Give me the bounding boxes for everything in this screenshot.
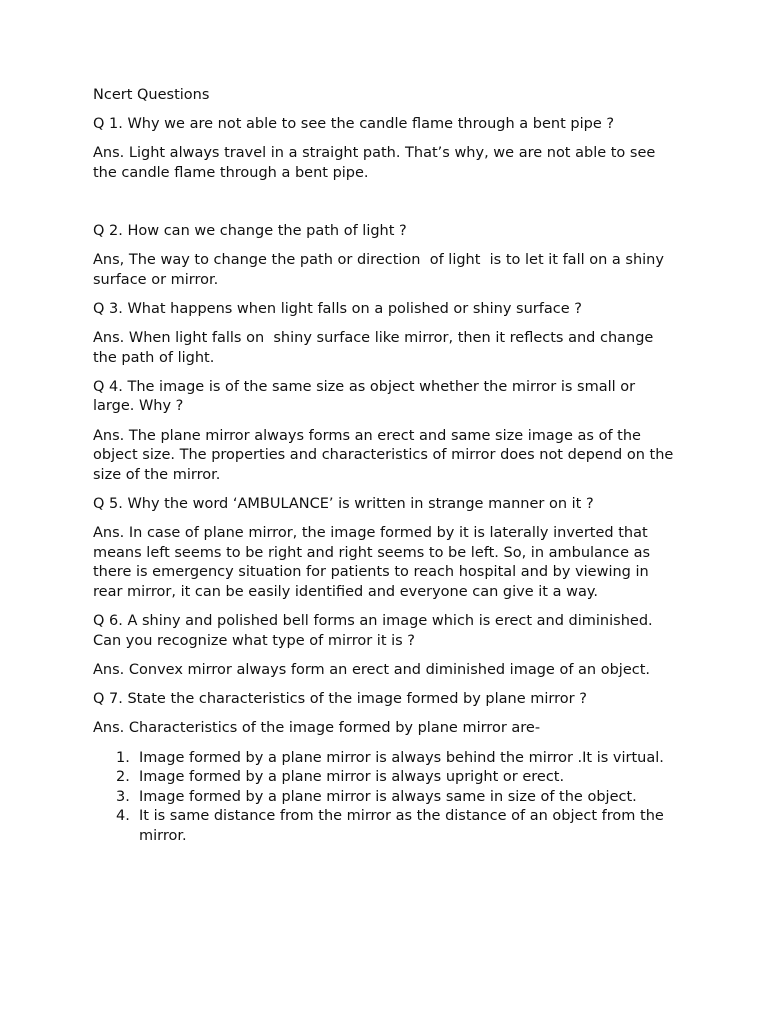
list-text: Image formed by a plane mirror is always behind the mirror .It is virtual. bbox=[139, 749, 664, 766]
answer-4: Ans. The plane mirror always forms an erect and same size image as of the object size. The properties and characteristics of mirror does not depend on the size of the mirror. bbox=[93, 427, 678, 483]
question-2: Q 2. How can we change the path of light ? bbox=[93, 222, 407, 239]
answer-1: Ans. Light always travel in a straight path. That’s why, we are not able to see the candle flame through a bent pipe. bbox=[93, 145, 660, 181]
list-item bbox=[93, 768, 678, 788]
characteristics-list bbox=[93, 749, 678, 847]
list-number: 4. bbox=[116, 808, 130, 825]
answer-6: Ans. Convex mirror always form an erect and diminished image of an object. bbox=[93, 661, 651, 678]
question-4: Q 4. The image is of the same size as object whether the mirror is small or large. Why ? bbox=[93, 378, 640, 415]
answer-5: Ans. In case of plane mirror, the image formed by it is laterally inverted that means left seems to be right and right seems to be left. So, in ambulance as there is emergency situation for patients to reach hospital and by viewing in rear mirror, it can be easily identified and everyone can give it a way. bbox=[93, 525, 655, 601]
question-1: Q 1. Why we are not able to see the candle flame through a bent pipe ? bbox=[93, 116, 615, 133]
document-page bbox=[93, 86, 678, 847]
list-text: Image formed by a plane mirror is always upright or erect. bbox=[139, 769, 565, 786]
document-title: Ncert Questions bbox=[93, 87, 210, 103]
question-3: Q 3. What happens when light falls on a polished or shiny surface ? bbox=[93, 300, 582, 317]
question-7: Q 7. State the characteristics of the image formed by plane mirror ? bbox=[93, 691, 587, 708]
list-text: Image formed by a plane mirror is always same in size of the object. bbox=[139, 788, 637, 805]
list-item bbox=[93, 749, 678, 769]
list-text: It is same distance from the mirror as the distance of an object from the mirror. bbox=[139, 808, 664, 844]
answer-2: Ans, The way to change the path or direction of light is to let it fall on a shiny surface or mirror. bbox=[93, 252, 669, 288]
blank-line bbox=[93, 193, 678, 222]
question-6: Q 6. A shiny and polished bell forms an image which is erect and diminished. Can you recognize what type of mirror it is ? bbox=[93, 613, 658, 649]
list-item bbox=[93, 807, 678, 846]
answer-3: Ans. When light falls on shiny surface like mirror, then it reflects and change the path of light. bbox=[93, 330, 658, 366]
question-5: Q 5. Why the word ‘AMBULANCE’ is written in strange manner on it ? bbox=[93, 496, 594, 513]
list-number: 1. bbox=[116, 749, 130, 766]
list-number: 3. bbox=[116, 788, 130, 805]
list-number: 2. bbox=[116, 769, 130, 786]
answer-7: Ans. Characteristics of the image formed by plane mirror are- bbox=[93, 720, 541, 737]
list-item bbox=[93, 788, 678, 808]
